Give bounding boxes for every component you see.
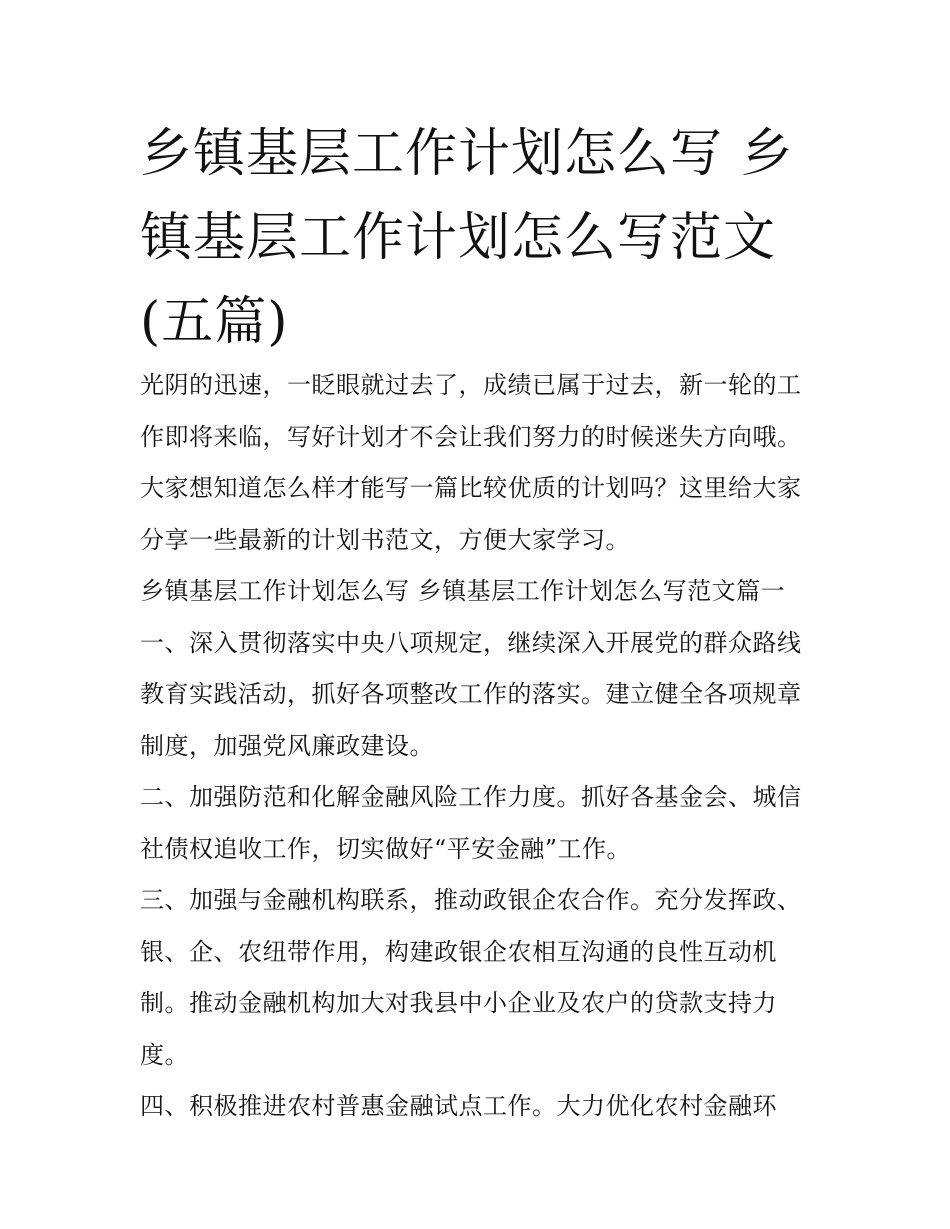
paragraph-item-2: 二、加强防范和化解金融风险工作力度。抓好各基金会、城信社债权追收工作，切实做好“平安金融”工作。 bbox=[140, 783, 802, 863]
document-body bbox=[140, 360, 820, 1133]
section-heading: 乡镇基层工作计划怎么写 乡镇基层工作计划怎么写范文篇一 bbox=[140, 577, 786, 605]
document-title: 乡镇基层工作计划怎么写 乡镇基层工作计划怎么写范文(五篇) bbox=[140, 124, 794, 352]
intro-paragraph: 光阴的迅速，一眨眼就过去了，成绩已属于过去，新一轮的工作即将来临，写好计划才不会让我们努力的时候迷失方向哦。大家想知道怎么样才能写一篇比较优质的计划吗？这里给大家分享一些最新的计划书范文，方便大家学习。 bbox=[140, 371, 802, 554]
paragraph-item-4: 四、积极推进农村普惠金融试点工作。大力优化农村金融环 bbox=[140, 1092, 777, 1120]
paragraph-item-3: 三、加强与金融机构联系，推动政银企农合作。充分发挥政、银、企、农纽带作用，构建政银企农相互沟通的良性互动机制。推动金融机构加大对我县中小企业及农户的贷款支持力度。 bbox=[140, 886, 802, 1069]
paragraph-item-1: 一、深入贯彻落实中央八项规定，继续深入开展党的群众路线教育实践活动，抓好各项整改工作的落实。建立健全各项规章制度，加强党风廉政建设。 bbox=[140, 628, 802, 760]
